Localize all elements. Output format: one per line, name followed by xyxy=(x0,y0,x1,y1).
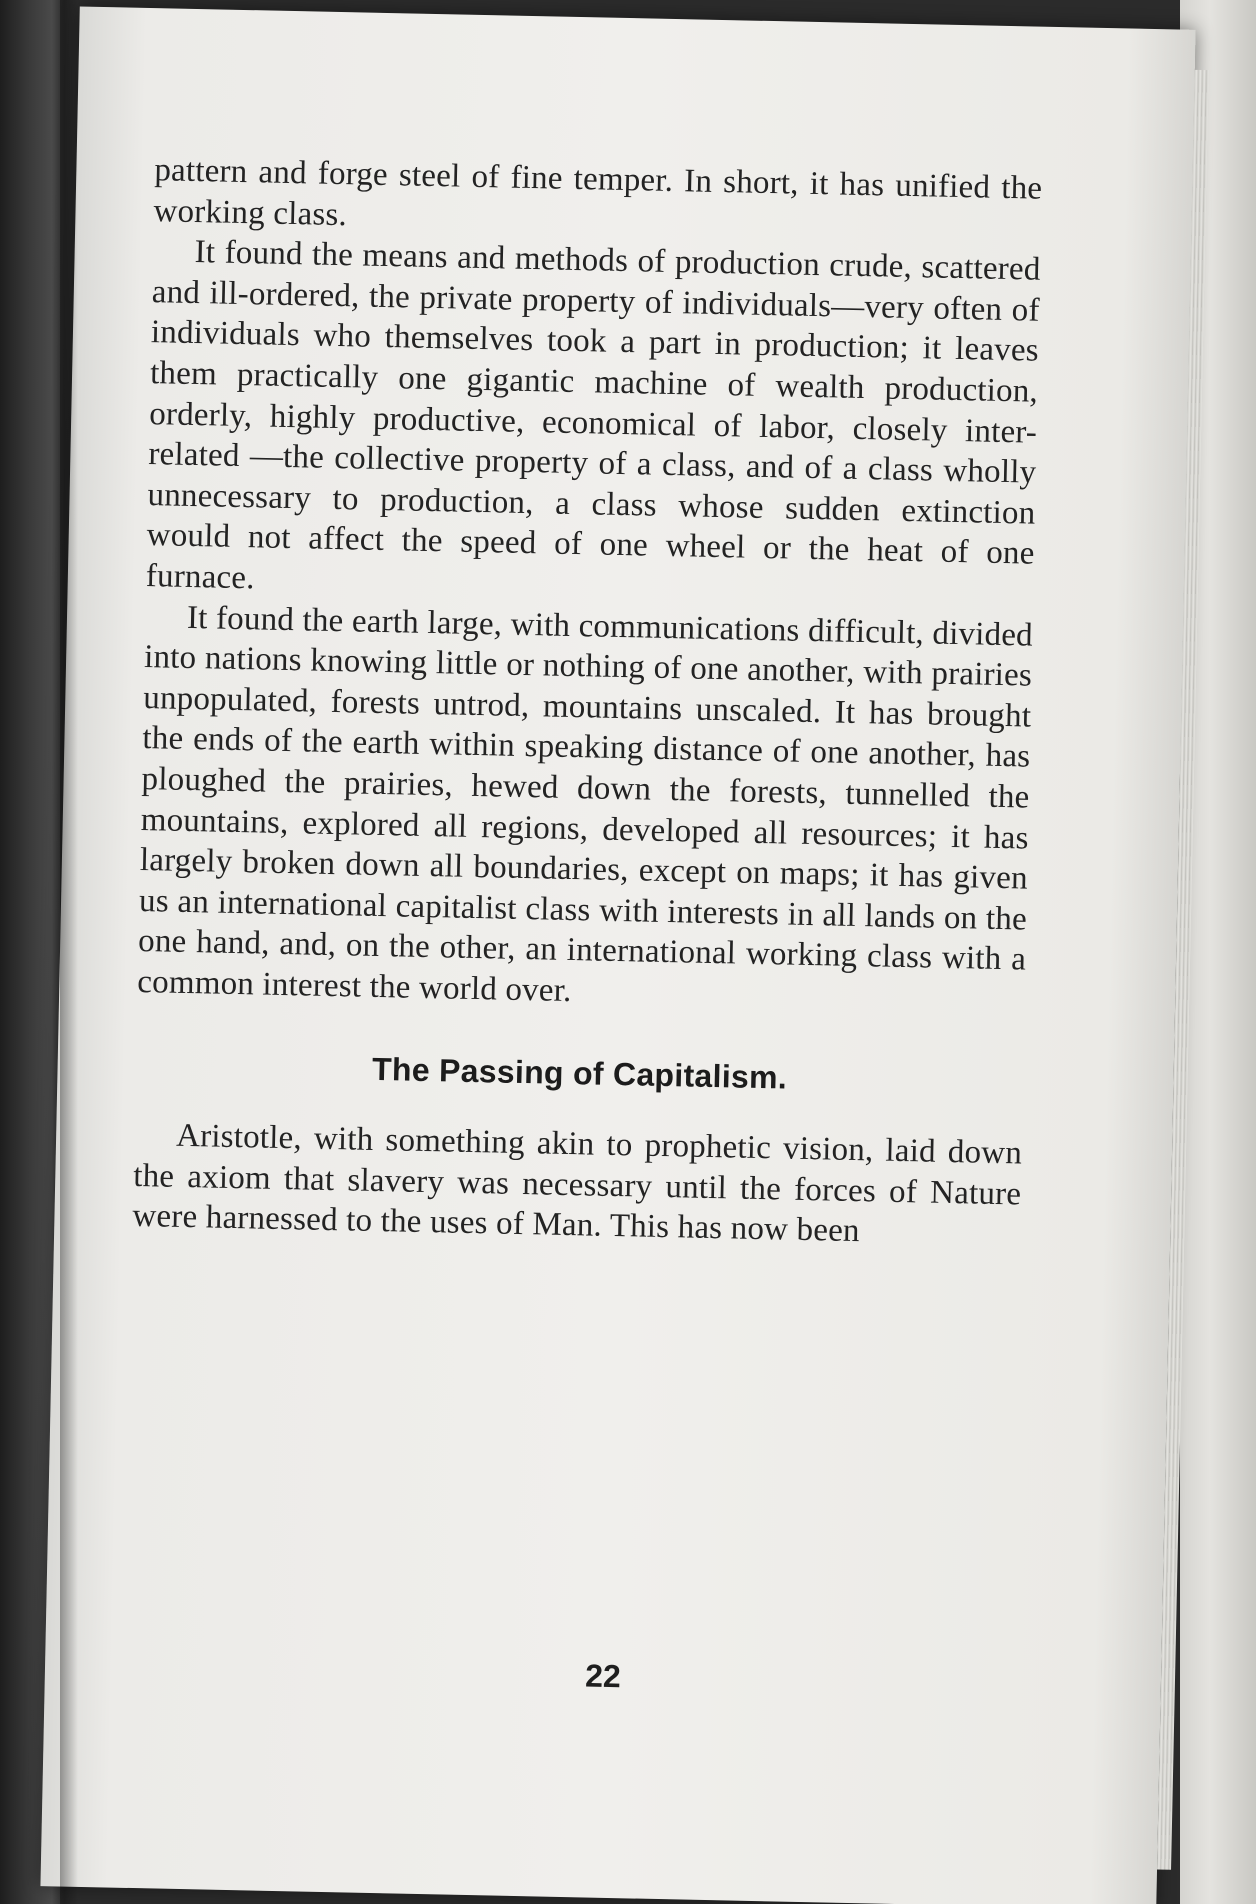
body-text xyxy=(132,150,1043,1255)
paragraph-continued: pattern and forge steel of fine temper. In short, it has unified the working class. xyxy=(153,152,1043,233)
section-heading: The Passing of Capitalism. xyxy=(371,1051,788,1097)
paragraph-aristotle: Aristotle, with something akin to prophetic vision, laid down the axiom that slavery was necessary until the forces of Nature were harnessed to the uses of Man. This has now been xyxy=(132,1117,1023,1250)
paragraph-means-of-production: It found the means and methods of production crude, scattered and ill-ordered, the private property of individuals—very often of individuals who themselves took a part in production; it leaves them practically one gigantic machine of wealth production, orderly, highly productive, economical of labor, closely inter-related —the collective property of a class, and of a class wholly unnecessary to production, a class whose sudden extinction would not affect the speed of one wheel or the heat of one furnace. xyxy=(145,234,1041,597)
spine-shadow xyxy=(60,0,78,1904)
paragraph-earth: It found the earth large, with communications difficult, divided into nations knowing little or nothing of one another, with prairies unpopulated, forests untrod, mountains unscaled. It has brought the ends of the earth within speaking distance of one another, has ploughed the prairies, hewed down the forests, tunnelled the mountains, explored all regions, developed all resources; it has largely broken down all boundaries, except on maps; it has given us an international capitalist class with interests in all lands on the one hand, and, on the other, an international working class with a common interest the world over. xyxy=(137,599,1034,1009)
book-page xyxy=(40,7,1195,1904)
page-number: 22 xyxy=(584,1657,622,1695)
